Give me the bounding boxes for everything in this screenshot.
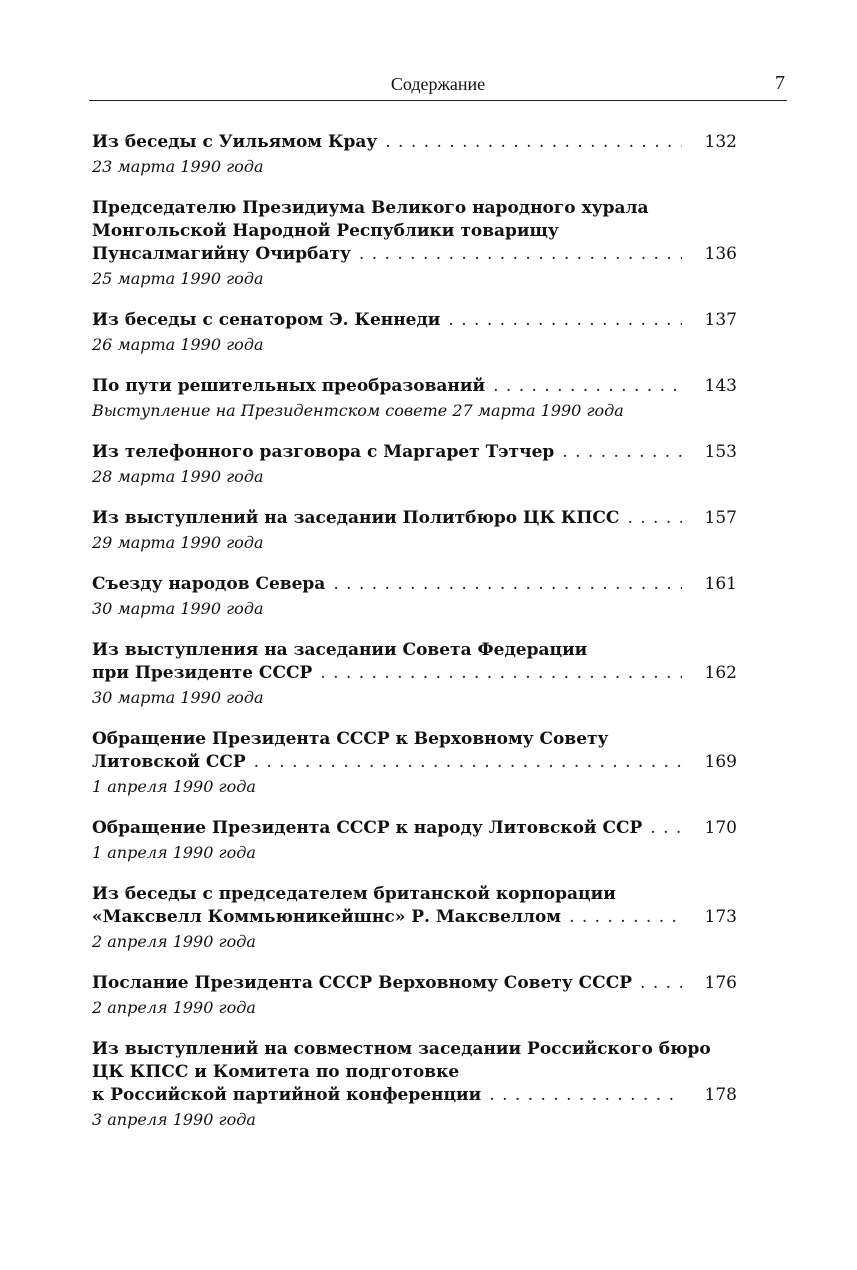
dot-leader	[562, 442, 682, 462]
toc-page-number: 169	[704, 752, 737, 772]
toc-entry-date: 26 марта 1990 года	[92, 335, 264, 354]
dot-leader	[333, 574, 682, 594]
toc-entry-title-line	[92, 973, 737, 996]
toc-page-number: 157	[704, 508, 737, 528]
toc-entry-title: Председателю Президиума Великого народного хурала	[92, 198, 649, 218]
toc-entry-title-line	[92, 442, 737, 465]
toc-entry-title: Из телефонного разговора с Маргарет Тэтчер	[92, 442, 555, 462]
toc-entry-title: Из беседы с сенатором Э. Кеннеди	[92, 310, 441, 330]
toc-entry-title-line	[92, 663, 737, 686]
dot-leader	[448, 310, 682, 330]
toc-entry-title: По пути решительных преобразований	[92, 376, 486, 396]
toc-entry-title: Обращение Президента СССР к народу Литовской ССР	[92, 818, 643, 838]
toc-entry-date: 29 марта 1990 года	[92, 533, 264, 552]
toc-entry-title-line	[92, 752, 737, 775]
toc-entry-title: Пунсалмагийну Очирбату	[92, 244, 351, 264]
toc-page-number: 176	[704, 973, 737, 993]
toc-entry[interactable]	[92, 508, 737, 554]
toc-entry-date: 2 апреля 1990 года	[92, 998, 256, 1017]
toc-entry-title: ЦК КПСС и Комитета по подготовке	[92, 1062, 460, 1082]
toc-entry-date: 30 марта 1990 года	[92, 688, 264, 707]
dot-leader	[493, 376, 682, 396]
toc-entry-title: Обращение Президента СССР к Верховному Совету	[92, 729, 609, 749]
dot-leader	[650, 818, 682, 838]
toc-page-number: 173	[704, 907, 737, 927]
toc-entry[interactable]	[92, 729, 737, 798]
toc-entry-title-line	[92, 729, 737, 752]
toc-entry-title-line	[92, 1062, 737, 1085]
toc-entry[interactable]	[92, 132, 737, 178]
toc-page-number: 153	[704, 442, 737, 462]
toc-entry-title-line	[92, 1085, 737, 1108]
toc-entry-title: Монгольской Народной Республики товарищу	[92, 221, 559, 241]
dot-leader	[627, 508, 682, 528]
toc-entry[interactable]	[92, 310, 737, 356]
toc-entry-title-line	[92, 907, 737, 930]
toc-entry-title: Из выступления на заседании Совета Федерации	[92, 640, 588, 660]
toc-entry-title-line	[92, 574, 737, 597]
toc-entry[interactable]	[92, 574, 737, 620]
dot-leader	[640, 973, 682, 993]
header-title: Содержание	[390, 74, 486, 94]
table-of-contents	[92, 132, 737, 1151]
toc-page-number: 136	[704, 244, 737, 264]
dot-leader	[569, 907, 682, 927]
toc-entry-title: Из беседы с Уильямом Крау	[92, 132, 378, 152]
toc-entry[interactable]	[92, 884, 737, 953]
toc-entry-date: 2 апреля 1990 года	[92, 932, 256, 951]
running-header	[89, 72, 787, 101]
toc-entry-date: 25 марта 1990 года	[92, 269, 264, 288]
toc-entry-date: 3 апреля 1990 года	[92, 1110, 256, 1129]
toc-entry-title: Из беседы с председателем британской корпорации	[92, 884, 616, 904]
toc-entry-title-line	[92, 1039, 737, 1062]
toc-page-number: 178	[704, 1085, 737, 1105]
toc-entry-title: «Максвелл Коммьюникейшнс» Р. Максвеллом	[92, 907, 562, 927]
toc-entry-title: Съезду народов Севера	[92, 574, 326, 594]
dot-leader	[320, 663, 682, 683]
toc-page-number: 170	[704, 818, 737, 838]
toc-page-number: 143	[704, 376, 737, 396]
toc-entry-date: 23 марта 1990 года	[92, 157, 264, 176]
toc-entry-title-line	[92, 244, 737, 267]
toc-entry-date: 28 марта 1990 года	[92, 467, 264, 486]
toc-entry-title: Из выступлений на заседании Политбюро ЦК КПСС	[92, 508, 620, 528]
toc-entry-title: к Российской партийной конференции	[92, 1085, 482, 1105]
dot-leader	[385, 132, 682, 152]
toc-entry[interactable]	[92, 973, 737, 1019]
toc-entry-date: 1 апреля 1990 года	[92, 843, 256, 862]
toc-entry-title-line	[92, 221, 737, 244]
dot-leader	[254, 752, 682, 772]
toc-entry-title: Литовской ССР	[92, 752, 246, 772]
toc-entry[interactable]	[92, 1039, 737, 1131]
page-number: 7	[775, 72, 785, 94]
toc-entry[interactable]	[92, 376, 737, 422]
toc-entry-title-line	[92, 376, 737, 399]
toc-entry-title-line	[92, 132, 737, 155]
toc-entry-title-line	[92, 640, 737, 663]
dot-leader	[359, 244, 682, 264]
toc-page-number: 132	[704, 132, 737, 152]
toc-entry-title: Послание Президента СССР Верховному Совету СССР	[92, 973, 633, 993]
toc-entry[interactable]	[92, 818, 737, 864]
toc-entry-date: 1 апреля 1990 года	[92, 777, 256, 796]
toc-entry[interactable]	[92, 198, 737, 290]
toc-entry-title-line	[92, 508, 737, 531]
dot-leader	[489, 1085, 682, 1105]
toc-entry-date: Выступление на Президентском совете 27 марта 1990 года	[92, 401, 624, 420]
toc-entry[interactable]	[92, 640, 737, 709]
toc-page-number: 161	[704, 574, 737, 594]
toc-entry-title: при Президенте СССР	[92, 663, 313, 683]
toc-entry-title-line	[92, 310, 737, 333]
toc-entry-date: 30 марта 1990 года	[92, 599, 264, 618]
toc-page-number: 162	[704, 663, 737, 683]
toc-entry-title-line	[92, 198, 737, 221]
toc-page-number: 137	[704, 310, 737, 330]
toc-entry-title-line	[92, 818, 737, 841]
toc-entry-title-line	[92, 884, 737, 907]
toc-entry-title: Из выступлений на совместном заседании Российского бюро	[92, 1039, 711, 1059]
toc-entry[interactable]	[92, 442, 737, 488]
